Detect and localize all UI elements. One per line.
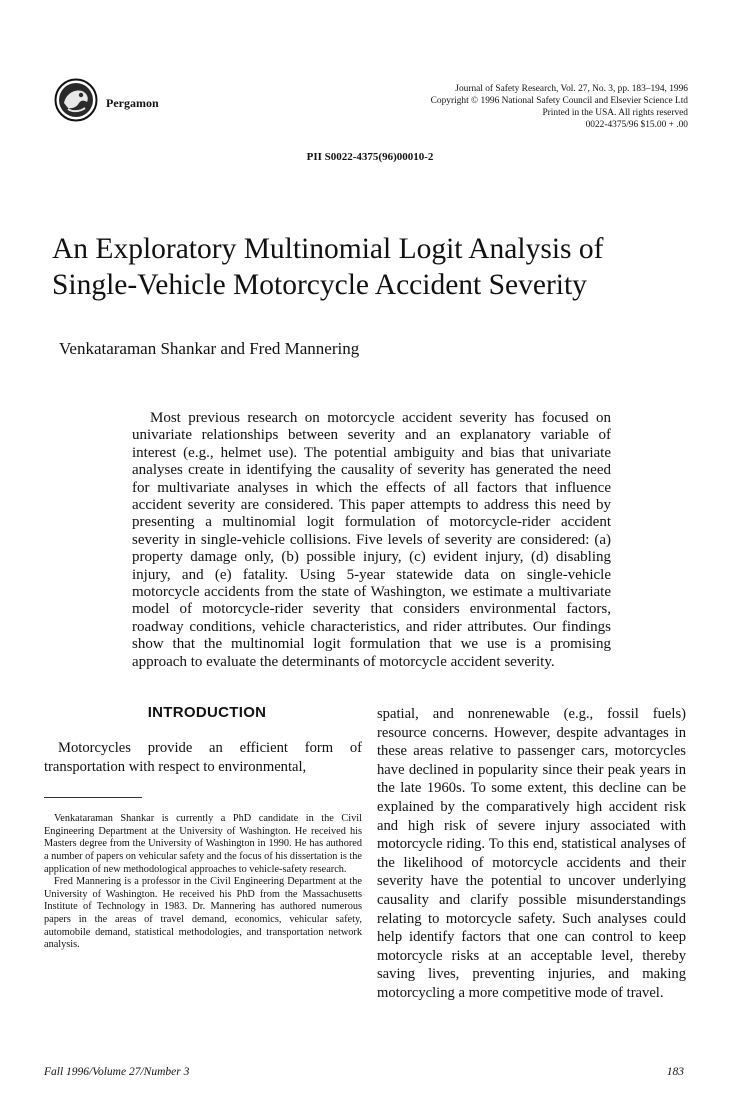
page-number: 183: [666, 1066, 684, 1078]
abstract-text: Most previous research on motorcycle accident severity has focused on univariate relationships between severity and an explanatory variable of interest (e.g., helmet use). The potential ambiguity and bias that univariate analyses create in identifying the causality of severity has generated the need for multivariate analyses in which the effects of all factors that influence accident severity are considered. This paper attempts to address this need by presenting a multinomial logit formulation of motorcycle-rider accident severity in single-vehicle collisions. Five levels of severity are considered: (a) property damage only, (b) possible injury, (c) evident injury, (d) disabling injury, and (e) fatality. Using 5-year statewide data on single-vehicle motorcycle accidents from the state of Washington, we estimate a multivariate model of motorcycle-rider severity that considers environmental factors, roadway conditions, vehicle characteristics, and rider attributes. Our findings show that the multinomial logit formulation that we use is a promising approach to evaluate the determinants of motorcycle accident severity.: [132, 410, 611, 670]
pergamon-logo-icon: [54, 78, 98, 122]
section-heading-introduction: INTRODUCTION: [147, 704, 267, 721]
publisher-name: Pergamon: [106, 96, 159, 110]
price-code-line: 0022-4375/96 $15.00 + .00: [585, 120, 688, 130]
copyright-line: Copyright © 1996 National Safety Council and Elsevier Science Ltd: [430, 96, 688, 106]
left-column: [44, 704, 362, 952]
intro-paragraph-right: spatial, and nonrenewable (e.g., fossil fuels) resource concerns. However, despite advantages in these areas relative to passenger cars, motorcycles have declined in popularity since their peak years in the late 1960s. To some extent, this decline can be explained by the comparatively high accident risk and high risk of severe injury associated with motorcycle riding. To this end, statistical analyses of the likelihood of motorcycle accidents and their severity have the potential to uncover underlying causality and clarify possible misunderstandings relating to motorcycle safety. Such analyses could help identify factors that one can control to keep motorcycle risks at an acceptable level, thereby saving lives, preventing injuries, and making motorcycling a more competitive mode of travel.: [377, 706, 686, 1001]
footnote-author-2: Fred Mannering is a professor in the Civil Engineering Department at the University of Washington. He received his PhD from the Massachusetts Institute of Technology in 1983. Dr. Mannering has authored numerous papers in the areas of travel demand, economics, vehicular safety, automobile demand, statistical methodologies, and transportation network analysis.: [44, 876, 362, 951]
rights-line: Printed in the USA. All rights reserved: [542, 108, 688, 118]
authors: Venkataraman Shankar and Fred Mannering: [59, 339, 360, 358]
pii-identifier: PII S0022-4375(96)00010-2: [306, 151, 434, 163]
title-line-2: Single-Vehicle Motorcycle Accident Severity: [52, 269, 587, 301]
title-line-1: An Exploratory Multinomial Logit Analysis of: [52, 233, 604, 265]
journal-line: Journal of Safety Research, Vol. 27, No. 3, pp. 183–194, 1996: [455, 84, 688, 94]
abstract: [132, 410, 611, 671]
journal-citation: [328, 83, 688, 131]
right-column: [377, 705, 686, 1003]
paper-title: [52, 231, 712, 303]
footnote-divider: [44, 797, 142, 798]
footer-issue: Fall 1996/Volume 27/Number 3: [44, 1066, 190, 1078]
intro-paragraph-left: Motorcycles provide an efficient form of transportation with respect to environmental,: [44, 740, 362, 775]
footnote-author-1: Venkataraman Shankar is currently a PhD candidate in the Civil Engineering Department at the University of Washington. He received his Masters degree from the University of Washington in 1990. He has authored a number of papers on vehicular safety and the focus of his dissertation is the application of new methodological approaches to vehicle-safety research.: [44, 813, 362, 875]
